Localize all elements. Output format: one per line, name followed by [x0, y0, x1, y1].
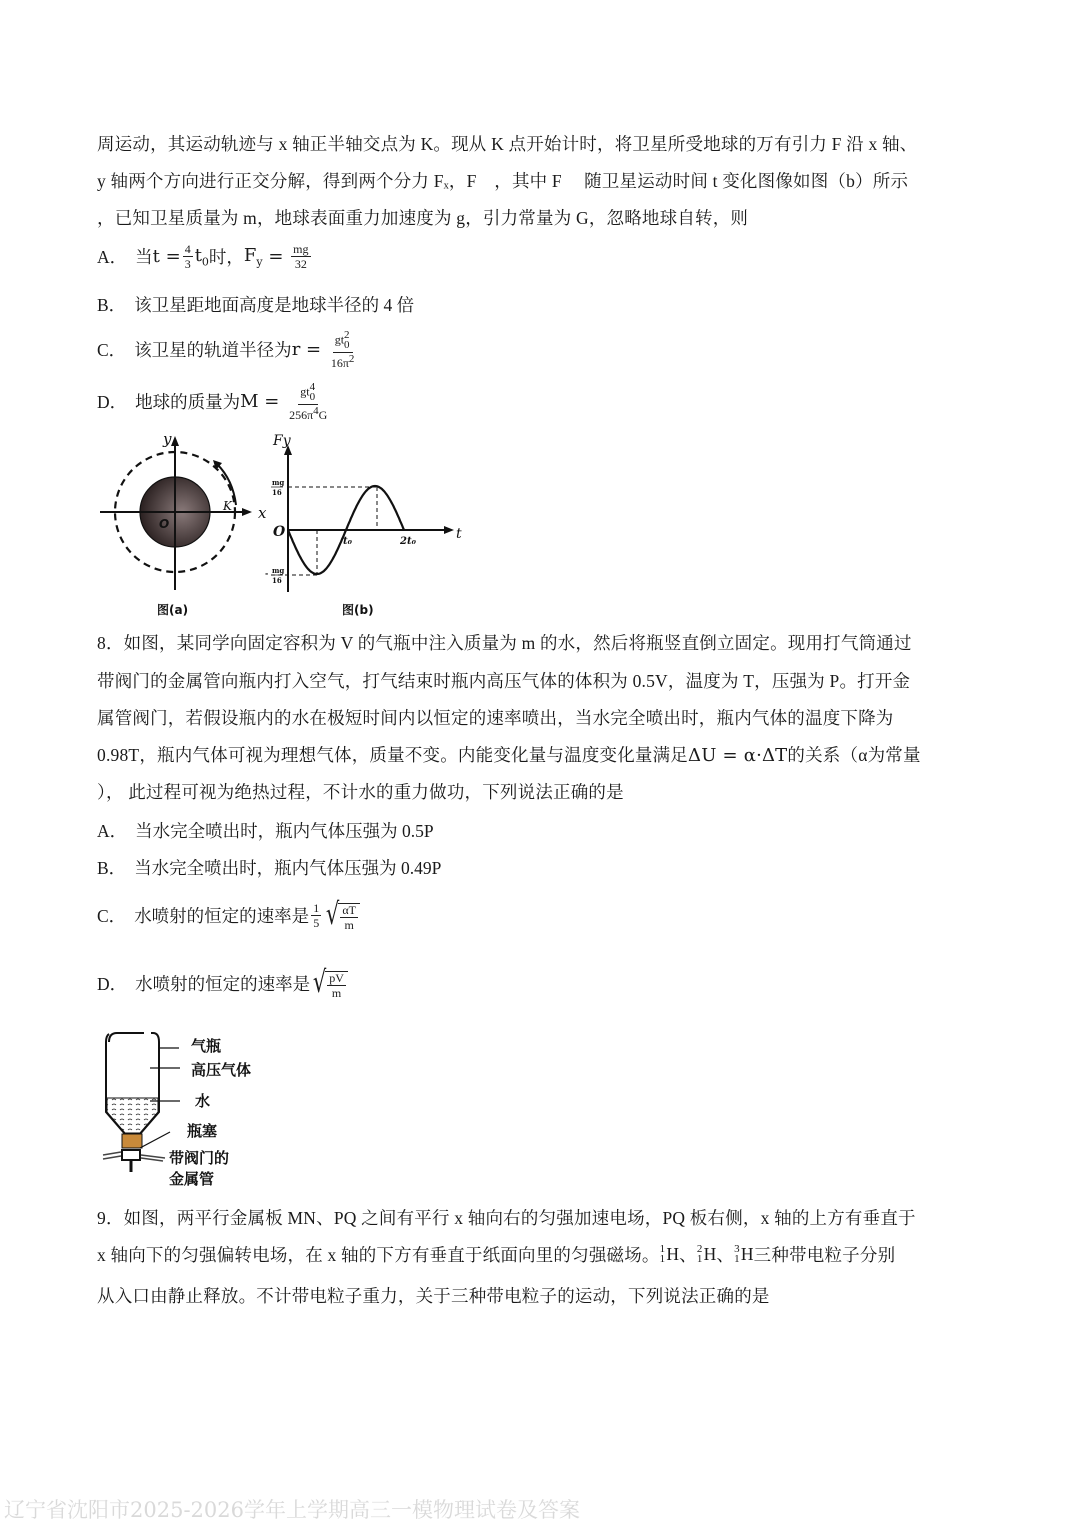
q8-stem-line-5: ）， 此过程可视为绝热过程，不计水的重力做功，下列说法正确的是	[97, 782, 624, 802]
q7-stem-line-3: ，已知卫星质量为 m，地球表面重力加速度为 g，引力常量为 G，忽略地球自转，则	[97, 208, 749, 228]
fraction-mass	[287, 383, 329, 421]
bottle-stopper	[122, 1134, 142, 1148]
fig-a-k-label: K	[223, 499, 232, 513]
sub: 0	[309, 390, 316, 403]
q7-stem-line-2: y 轴两个方向进行正交分解，得到两个分力 Fₓ，F ，其中 F 随卫星运动时间 t 变化图像如图（b）所示	[97, 171, 909, 191]
sup: 2	[344, 329, 350, 341]
line-text: 0.98T，瓶内气体可视为理想气体，质量不变。内能变化量与温度变化量满足	[97, 745, 689, 765]
sup-sub	[310, 383, 316, 403]
isotope-1-indices	[659, 1242, 666, 1265]
charge-number: 1	[696, 1252, 703, 1265]
math-t: t =	[152, 246, 181, 267]
option-label: B．	[97, 858, 127, 878]
fig-b-origin-label: O	[273, 524, 286, 540]
leader-line-stopper	[140, 1132, 170, 1148]
math-lhs: r =	[291, 339, 327, 361]
label-valve-line1: 带阀门的	[169, 1149, 230, 1167]
x-axis-arrow-icon	[242, 508, 252, 516]
q8-stem-line-3: 属管阀门，若假设瓶内的水在极短时间内以恒定的速率喷出，当水完全喷出时，瓶内气体的温度下降为	[97, 708, 894, 728]
frac-num: αT	[342, 903, 356, 917]
option-text: 水喷射的恒定的速率是	[135, 974, 311, 994]
fig-a-origin-label: O	[159, 517, 170, 531]
isotope-2-indices	[696, 1242, 703, 1265]
fraction-mg-32	[291, 243, 310, 270]
fig-a-x-label: x	[258, 504, 267, 522]
sqrt-fraction	[340, 904, 358, 931]
frac-num: mg	[293, 242, 309, 256]
fig-a-caption: 图(a)	[157, 603, 189, 617]
isotope-symbol: H	[740, 1244, 754, 1264]
option-text: 地球的质量为	[135, 392, 241, 413]
option-label: D．	[97, 392, 128, 413]
den-sup: 4	[313, 404, 319, 417]
label-gas-bottle: 气瓶	[191, 1037, 222, 1055]
fig-b-x-label: t	[456, 526, 462, 542]
q7-stem-line-1: 周运动，其运动轨迹与 x 轴正半轴交点为 K。现从 K 点开始计时，将卫星所受地球的万有引力 F 沿 x 轴、	[97, 134, 918, 154]
fy-sub: y	[256, 255, 263, 269]
isotope-3-indices	[734, 1242, 740, 1265]
t0-sub: 0	[201, 255, 209, 269]
fig-b-y-label: Fy	[273, 433, 291, 449]
q8-option-d	[97, 965, 348, 1000]
delta-u-formula: ΔU = α·ΔT	[688, 745, 788, 766]
fraction-4-3	[183, 243, 193, 270]
sup: 4	[309, 381, 316, 393]
q7-figure	[95, 430, 470, 625]
option-label: A．	[97, 247, 128, 267]
tick-top-den: 16	[272, 488, 282, 497]
label-high-pressure-gas: 高压气体	[191, 1061, 252, 1079]
figure-b	[265, 433, 462, 617]
separator: 、	[679, 1245, 697, 1265]
q8-stem-line-4	[97, 742, 921, 767]
q8-bottle-figure	[95, 1022, 280, 1197]
mass-number: 3	[734, 1242, 740, 1255]
q8-option-c	[97, 897, 360, 932]
sub: 0	[344, 338, 350, 351]
sqrt-icon: √	[326, 897, 340, 932]
den-base: 16π	[330, 355, 349, 370]
q9-stem-line-3: 从入口由静止释放。不计带电粒子重力，关于三种带电粒子的运动，下列说法正确的是	[97, 1286, 770, 1306]
option-text: 当水完全喷出时，瓶内气体压强为 0.5P	[135, 821, 434, 841]
frac-num: 1	[313, 901, 320, 915]
charge-number: 1	[659, 1252, 666, 1265]
option-text-mid: 时，	[208, 247, 244, 267]
option-label: D．	[97, 974, 128, 994]
q8-stem-line-2: 带阀门的金属管向瓶内打入空气，打气结束时瓶内高压气体的体积为 0.5V，温度为 T，压强为 P。打开金	[97, 671, 911, 691]
option-label: B．	[97, 295, 127, 315]
mass-number: 1	[659, 1242, 666, 1255]
tick-bot-den: 16	[272, 576, 282, 585]
num-base: gt	[300, 384, 310, 399]
mass-number: 2	[696, 1242, 703, 1255]
label-water: 水	[195, 1092, 211, 1110]
q8-option-a	[97, 818, 434, 843]
separator: 、	[716, 1245, 735, 1265]
isotope-symbol: H	[703, 1244, 717, 1264]
q8-option-b	[97, 855, 441, 880]
sqrt-body	[338, 903, 360, 931]
sqrt-body	[325, 971, 348, 999]
water-region	[107, 1098, 158, 1133]
tick-bot-sign: -	[265, 568, 269, 578]
line-tail: 的关系（α为常量	[787, 745, 921, 765]
option-text: 该卫星距地面高度是地球半径的 4 倍	[134, 295, 415, 315]
valve-body	[122, 1150, 140, 1160]
frac-den: m	[344, 918, 354, 932]
isotope-symbol: H	[666, 1244, 680, 1264]
line-text: x 轴向下的匀强偏转电场，在 x 轴的下方有垂直于纸面向里的匀强磁场。	[97, 1245, 660, 1265]
math-eq: =	[262, 246, 290, 267]
frac-den: 32	[294, 257, 307, 271]
option-text: 当	[135, 247, 153, 267]
q8-stem-line-1: 8．如图，某同学向固定容积为 V 的气瓶中注入质量为 m 的水，然后将瓶竖直倒立固定。现用打气筒通过	[97, 633, 912, 653]
q9-stem-line-2	[97, 1242, 895, 1267]
sup-sub	[344, 331, 350, 351]
math-lhs: M =	[240, 391, 286, 413]
q9-stem-line-1: 9．如图，两平行金属板 MN、PQ 之间有平行 x 轴向右的匀强加速电场，PQ 板右侧，x 轴的上方有垂直于	[97, 1208, 916, 1228]
math-t0	[195, 245, 209, 269]
option-text: 水喷射的恒定的速率是	[134, 906, 310, 926]
den-sup: 2	[348, 352, 355, 365]
tick-2t0: 2t₀	[400, 536, 416, 547]
tick-t0: t₀	[343, 536, 352, 547]
frac-den: 5	[313, 916, 320, 930]
sqrt-expression	[310, 965, 348, 1000]
num-base: gt	[334, 332, 345, 347]
option-label: C．	[97, 340, 127, 361]
coef-fraction	[311, 902, 321, 929]
fig-b-caption: 图(b)	[342, 603, 374, 617]
fraction-radius	[329, 331, 357, 369]
option-text: 该卫星的轨道半径为	[134, 340, 292, 361]
figure-a	[100, 430, 267, 617]
frac-num: 4	[184, 242, 191, 256]
label-stopper: 瓶塞	[187, 1122, 218, 1140]
sqrt-expression	[323, 897, 360, 932]
q7-option-c	[97, 331, 358, 369]
fig-a-y-label: y	[163, 430, 172, 448]
frac-num	[333, 331, 353, 353]
option-label: A．	[97, 821, 128, 841]
frac-den	[287, 405, 329, 421]
sqrt-icon: √	[313, 965, 327, 1000]
fy-base: F	[243, 244, 257, 266]
q7-option-d	[97, 383, 331, 421]
footer-watermark: 辽宁省沈阳市2025-2026学年上学期高三一模物理试卷及答案	[4, 1498, 580, 1522]
frac-num	[298, 383, 318, 405]
q7-option-b	[97, 292, 414, 317]
frac-den	[329, 353, 357, 369]
option-label: C．	[97, 906, 127, 926]
option-text: 当水完全喷出时，瓶内气体压强为 0.49P	[134, 858, 442, 878]
t-axis-arrow-icon	[444, 526, 454, 534]
frac-den: m	[331, 986, 342, 1000]
label-valve-line2: 金属管	[169, 1170, 215, 1188]
math-fy	[244, 245, 263, 269]
t0-base: t	[194, 244, 202, 266]
frac-num: pV	[329, 971, 344, 985]
q7-option-a	[97, 243, 313, 270]
den-base: 256π	[289, 407, 314, 422]
frac-den: 3	[184, 257, 191, 271]
tick-bot-num: mg	[272, 566, 285, 575]
y-axis-arrow-icon	[171, 436, 179, 446]
tick-top-num: mg	[272, 478, 285, 487]
den-tail: G	[318, 407, 328, 422]
line-tail: 三种带电粒子分别	[753, 1245, 896, 1265]
charge-number: 1	[734, 1252, 740, 1265]
sqrt-fraction	[327, 972, 346, 999]
